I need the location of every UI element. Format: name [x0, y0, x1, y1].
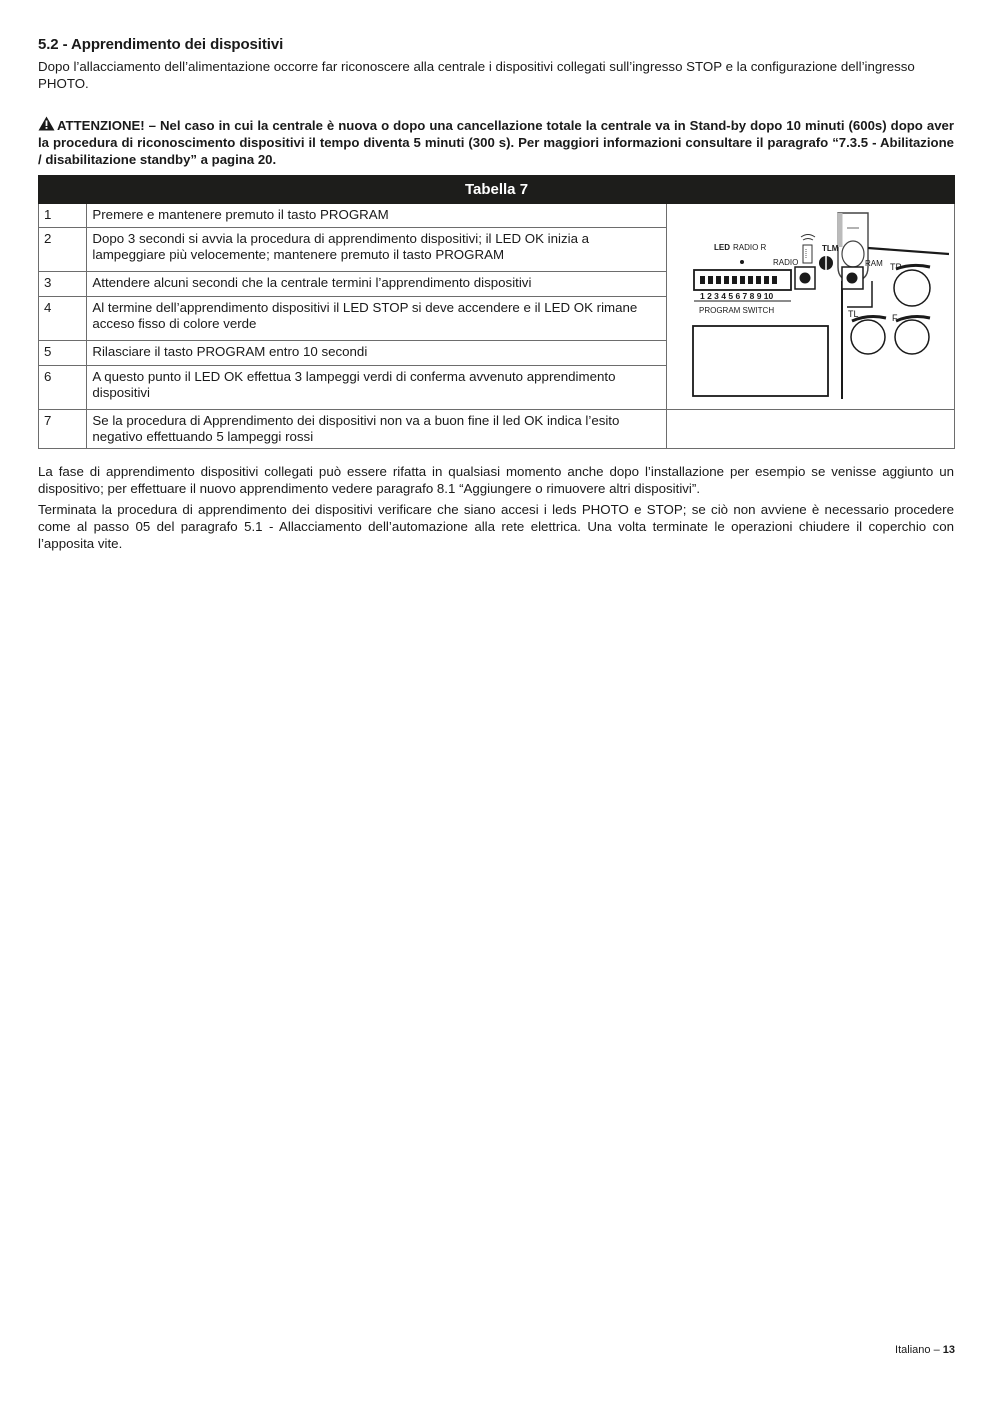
tp-label: TP: [889, 262, 902, 272]
step-text: Rilasciare il tasto PROGRAM entro 10 secondi: [87, 340, 667, 366]
steps-table: [38, 175, 955, 449]
table-row: [39, 204, 955, 228]
table-row: [39, 410, 955, 449]
step-number: 3: [39, 271, 87, 297]
empty-cell: [666, 410, 954, 449]
radio-label: RADIO: [772, 258, 799, 267]
warning-triangle-icon: [38, 116, 55, 131]
page-footer: [895, 1344, 955, 1356]
intro-paragraph: Dopo l’allacciamento dell’alimentazione occorre far riconoscere alla centrale i dispositivi collegati sull’ingresso STOP e la configurazione dell’ingresso PHOTO.: [38, 59, 915, 91]
led-label: LED: [713, 243, 730, 252]
step-text: A questo punto il LED OK effettua 3 lampeggi verdi di conferma avvenuto apprendimento dispositivi: [87, 366, 667, 410]
radio-button-icon: [799, 273, 810, 284]
step-number: 6: [39, 366, 87, 410]
footer-language: Italiano –: [895, 1344, 943, 1356]
page-number: 13: [942, 1344, 955, 1356]
tl-button-icon: [851, 317, 886, 354]
section-heading: 5.2 - Apprendimento dei dispositivi: [38, 36, 284, 53]
control-panel-illustration: [666, 204, 954, 410]
step-text: Attendere alcuni secondi che la centrale termini l’apprendimento dispositivi: [87, 271, 667, 297]
control-panel-diagram: [672, 207, 949, 402]
table-title: Tabella 7: [39, 176, 955, 204]
tlm-connector-icon: [819, 256, 833, 270]
switch-numbers: 1 2 3 4 5 6 7 8 9 10: [699, 291, 774, 301]
display-panel: [693, 326, 828, 396]
body-paragraph: La fase di apprendimento dispositivi collegati può essere rifatta in qualsiasi momento anche dopo l’installazione per esempio se venisse aggiunto un dispositivo; per effettuare il nuovo apprendimento vedere paragrafo 8.1 “Aggiungere o rimuovere altri dispositivi”.: [38, 464, 954, 496]
f-label: F: [891, 313, 898, 323]
body-paragraph: Terminata la procedura di apprendimento dei dispositivi verificare che siano accesi i leds PHOTO e STOP; se ciò non avviene è necessario procedere come al passo 05 del paragrafo 5.1 - Allacciamento dell’automazione alla rete elettrica. Una volta terminate le operazioni chiudere il coperchio con l’apposita vite.: [38, 502, 954, 551]
tl-label: TL: [847, 309, 859, 319]
step-text: Premere e mantenere premuto il tasto PROGRAM: [87, 204, 667, 228]
warning-text: ATTENZIONE! – Nel caso in cui la centrale è nuova o dopo una cancellazione totale la centrale va in Stand-by dopo 10 minuti (600s) dopo aver la procedura di riconoscimento dispositivi il tempo diventa 5 minuti (300 s). Per maggiori informazioni consultare il paragrafo “7.3.5 - Abilitazione / disabilitazione standby” a pagina 20.: [38, 118, 954, 167]
program-switch-label: PROGRAM SWITCH: [698, 306, 775, 315]
step-number: 1: [39, 204, 87, 228]
step-text: Dopo 3 secondi si avvia la procedura di apprendimento dispositivi; il LED OK inizia a lampeggiare più velocemente; mantenere premuto il tasto PROGRAM: [87, 228, 667, 272]
step-text: Al termine dell’apprendimento dispositivi il LED STOP si deve accendere e il LED OK rimane acceso fisso di colore verde: [87, 297, 667, 341]
radio-signal-icon: [801, 235, 815, 264]
warning-block: [38, 116, 954, 168]
step-number: 7: [39, 410, 87, 449]
f-button-icon: [895, 317, 930, 354]
step-number: 4: [39, 297, 87, 341]
tlm-label: TLM: [821, 244, 839, 253]
step-number: 5: [39, 340, 87, 366]
ram-label: RAM: [864, 259, 883, 268]
radio-r-label: RADIO R: [732, 243, 767, 252]
step-number: 2: [39, 228, 87, 272]
step-text: Se la procedura di Apprendimento dei dispositivi non va a buon fine il led OK indica l’esito negativo effettuando 5 lampeggi rossi: [87, 410, 667, 449]
program-button-icon: [846, 273, 857, 284]
